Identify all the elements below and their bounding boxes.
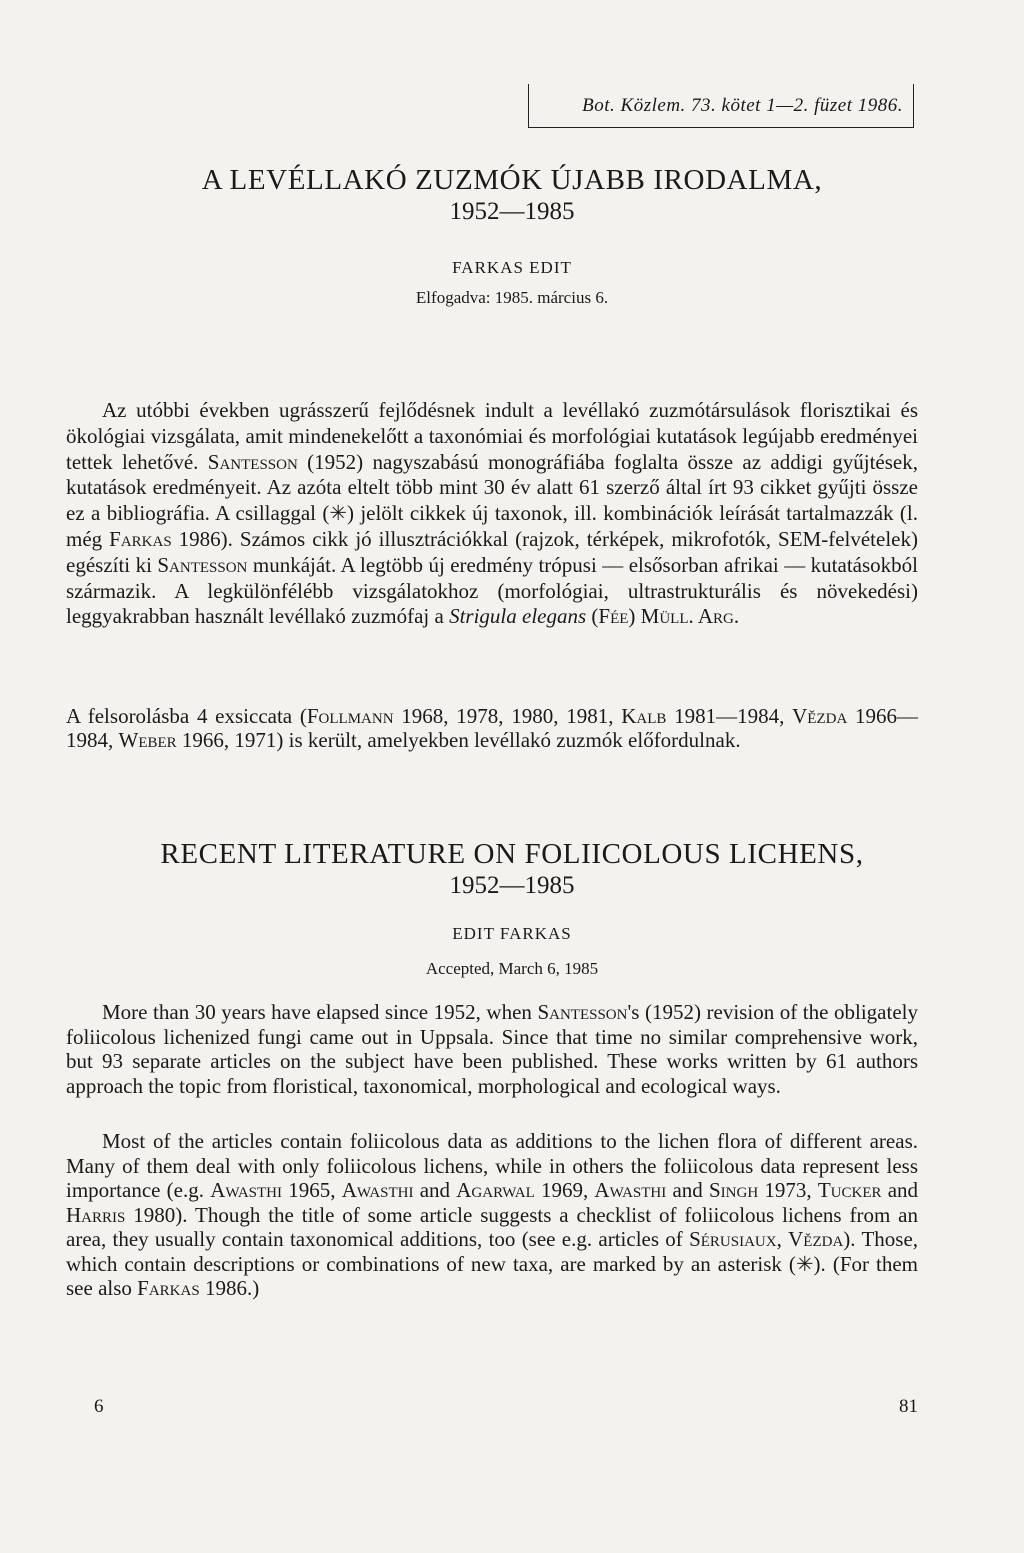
text-run: 1966—1984, (66, 704, 919, 752)
species-name: Strigula elegans (449, 604, 587, 629)
text-run: More than 30 years have elapsed since 1952, when (102, 1000, 538, 1024)
author-name: Tucker (817, 1178, 882, 1202)
text-run: 1965, (282, 1178, 342, 1202)
text-run: A felsorolásba 4 exsiccata ( (66, 704, 307, 728)
author-name: Santesson (157, 552, 248, 577)
author-name: Singh (708, 1178, 759, 1202)
author-name: Awasthi (594, 1178, 667, 1202)
asterisk-icon: ✳ (329, 501, 347, 526)
text-run: Most of the articles contain foliicolous data as additions to the lichen flora of different areas. Many of them deal with only foliicolous lichens, while in others the foliicolous data represent less importance (e.g. (66, 1129, 918, 1202)
author-name: Vězda (788, 1227, 844, 1251)
text-run: ( (586, 604, 599, 629)
text-run: 1966, 1971) is került, amelyekben levéllakó zuzmók előfordulnak. (176, 728, 741, 752)
author-name: Santesson (537, 1000, 628, 1024)
text-run: ). Those, which contain descriptions or combinations of new taxa, are marked by an asterisk ( (66, 1227, 919, 1276)
english-abstract-paragraph-1 (66, 1000, 918, 1098)
text-run: ) (628, 604, 641, 629)
text-run: ) jelölt cikkek új taxonok, ill. kombinációk leírását tartalmazzák (l. még (66, 501, 918, 551)
text-run: ). (For them see also (66, 1251, 919, 1300)
text-run: and (881, 1178, 919, 1202)
text-run: and (413, 1178, 457, 1202)
author-name: Vězda (792, 704, 848, 728)
page-number: 81 (899, 1396, 918, 1417)
author-name: Müll. Arg. (640, 604, 740, 629)
hungarian-author: FARKAS EDIT (452, 258, 572, 277)
signature-number: 6 (94, 1396, 104, 1417)
english-years: 1952—1985 (449, 872, 575, 899)
text-run: Az utóbbi években ugrásszerű fejlődésnek indult a levéllakó zuzmótársulások florisztikai és ökológiai vizsgálata, amit mindenekelőtt a taxonómiai és morfológiai kutatások legújabb eredményei tettek lehetővé. (66, 398, 918, 474)
text-run: 1986). Számos cikk jó illusztrációkkal (rajzok, térképek, mikrofotók, SEM-felvételek) egészíti ki (66, 526, 918, 577)
text-run: 1980). Though the title of some article suggests a checklist of foliicolous lichens from an area, they usually contain taxonomical additions, too (see e.g. articles of (66, 1202, 918, 1251)
text-run: 's (1952) revision of the obligately foliicolous lichenized fungi came out in Uppsala. Since that time no similar comprehensive work, but 93 separate articles on the subject have been published. These works written by 61 authors approach the topic from floristical, taxonomical, morphological and ecological ways. (66, 1000, 918, 1098)
hungarian-abstract-paragraph-1 (66, 398, 918, 630)
author-name: Agarwal (456, 1178, 535, 1202)
text-run: 1986.) (199, 1276, 260, 1300)
author-name: Weber (118, 728, 177, 752)
author-name: Harris (66, 1202, 126, 1227)
english-abstract-paragraph-2 (66, 1129, 918, 1301)
hungarian-abstract-paragraph-2 (66, 704, 918, 752)
author-name: Awasthi (210, 1178, 283, 1202)
text-run: 1969, (534, 1178, 595, 1202)
author-name: Follmann (306, 704, 394, 728)
asterisk-icon: ✳ (795, 1251, 814, 1276)
author-name: Fée (598, 604, 629, 629)
english-author: EDIT FARKAS (452, 924, 572, 943)
text-run: 1973, (758, 1178, 818, 1202)
author-name: Farkas (109, 526, 172, 551)
text-run: , (776, 1227, 789, 1251)
author-name: Awasthi (341, 1178, 414, 1202)
english-title: RECENT LITERATURE ON FOLIICOLOUS LICHENS, (160, 838, 864, 870)
author-name: Farkas (137, 1276, 200, 1300)
text-run: (1952) nagyszabású monográfiába foglalta össze az addigi gyűjtések, kutatások eredményeit. Az azóta eltelt több mint 30 év alatt 61 szerző által írt 93 cikket gyűjti össze ez a bibliográfia. A csillaggal ( (66, 449, 918, 526)
text-run: 1968, 1978, 1980, 1981, (393, 704, 622, 728)
author-name: Sérusiaux (689, 1227, 777, 1251)
journal-reference: Bot. Közlem. 73. kötet 1—2. füzet 1986. (528, 84, 914, 128)
text-run: munkáját. A legtöbb új eredmény trópusi — elsősorban afrikai — kutatásokból származik. A legkülönfélébb vizsgálatokhoz (morfológiai, ultrastrukturális és növekedési) leggyakrabban használt levéllakó zuzmófaj a (66, 552, 918, 629)
hungarian-title: A LEVÉLLAKÓ ZUZMÓK ÚJABB IRODALMA, (201, 164, 823, 196)
author-name: Kalb (621, 704, 667, 728)
text-run: and (666, 1178, 709, 1202)
english-accepted-date: Accepted, March 6, 1985 (425, 959, 599, 978)
hungarian-accepted-date: Elfogadva: 1985. március 6. (415, 288, 609, 307)
hungarian-years: 1952—1985 (449, 198, 575, 225)
author-name: Santesson (207, 449, 298, 474)
text-run: 1981—1984, (666, 704, 793, 728)
